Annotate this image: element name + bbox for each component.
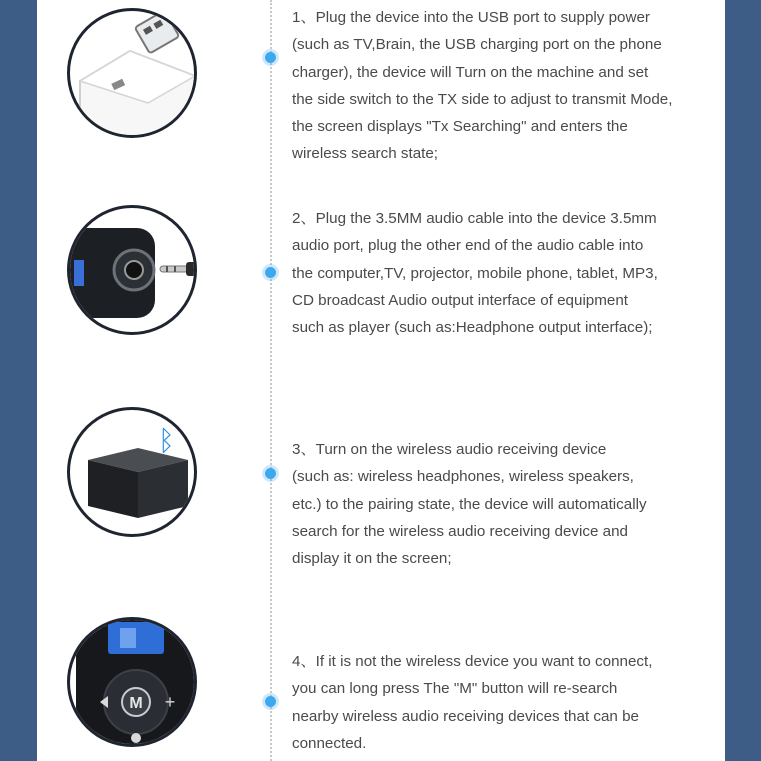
svg-text:+: +: [164, 692, 176, 712]
step-4-text: 4、If it is not the wireless device you want to connect, you can long press The "M" button will re-search nearby wireless audio receiving devices that can be connected.: [292, 653, 653, 752]
usb-charger-icon: [67, 8, 197, 138]
step-3-marker: [265, 468, 276, 479]
device-buttons-icon: [67, 617, 197, 747]
audio-jack-icon: [67, 205, 197, 335]
bluetooth-icon: ᛒ: [158, 424, 175, 457]
instruction-panel: [37, 0, 725, 761]
step-2-text: 2、Plug the 3.5MM audio cable into the device 3.5mm audio port, plug the other end of the audio cable into the computer,TV, projector, mobile phone, tablet, MP3, CD broadcast Audio output interface of equipment such as player (such as:Headphone output interface);: [292, 210, 658, 337]
timeline-line: [270, 0, 272, 761]
step-1-text: 1、Plug the device into the USB port to supply power (such as TV,Brain, the USB charging port on the phone charger), the device will Turn on the machine and set the side switch to the TX side to adjust to transmit Mode, the screen displays "Tx Searching" and enters the wireless search state;: [292, 9, 673, 163]
step-1-marker: [265, 52, 276, 63]
step-2-marker: [265, 267, 276, 278]
svg-text:M: M: [129, 695, 143, 712]
step-4-marker: [265, 696, 276, 707]
step-3-text: 3、Turn on the wireless audio receiving device (such as: wireless headphones, wireless speakers, etc.) to the pairing state, the device will automatically search for the wireless audio receiving device and display it on the screen;: [292, 441, 647, 568]
bluetooth-speaker-icon: [67, 407, 197, 537]
